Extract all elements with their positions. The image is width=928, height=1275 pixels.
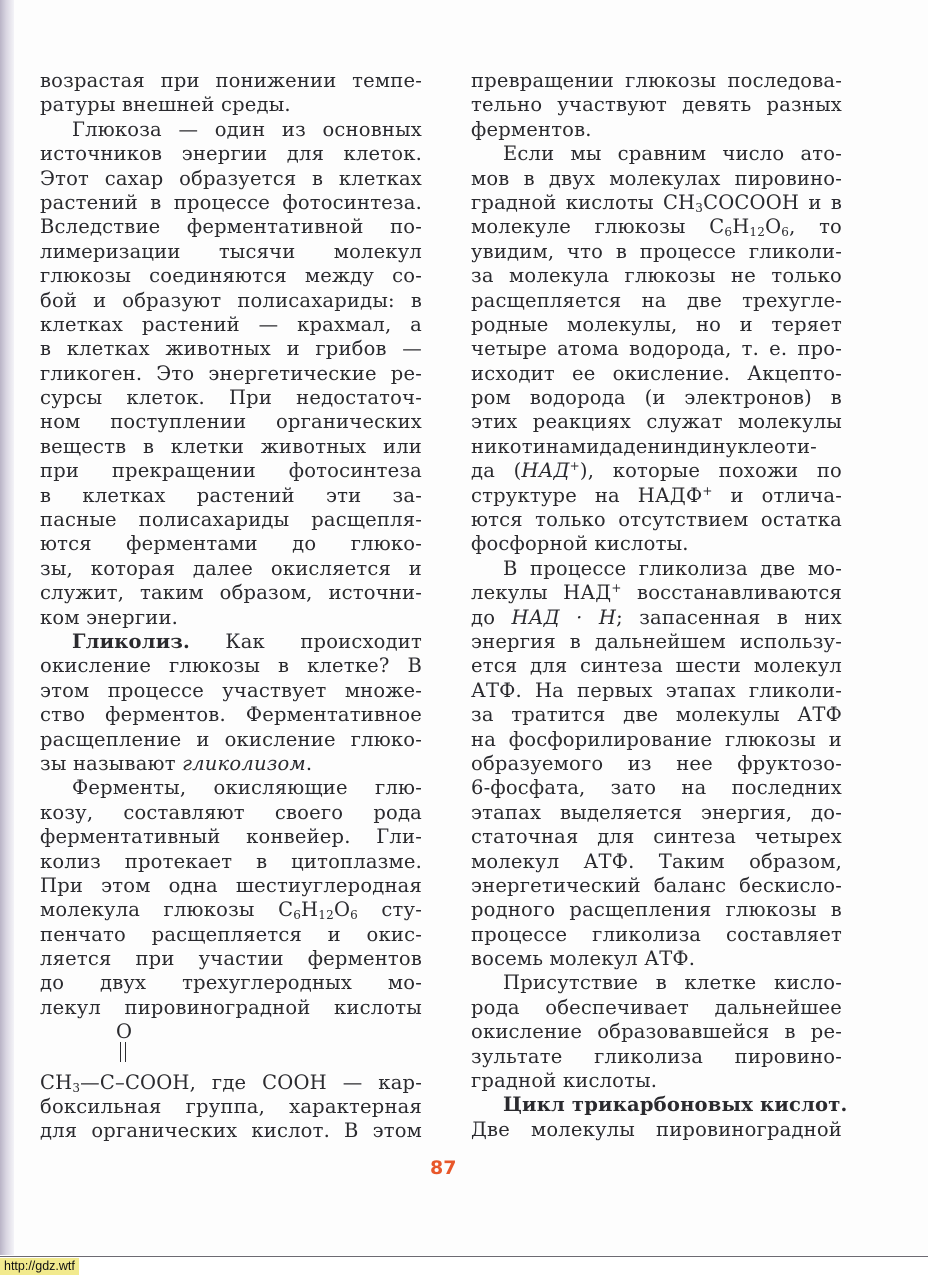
- text-line: при прекращении фотосинтеза: [40, 459, 422, 483]
- text-fragment: структуре на: [471, 483, 620, 507]
- text-line: энергетический баланс бескисло-: [471, 873, 842, 897]
- formula-glucose: [278, 898, 358, 921]
- formula-atom: O: [765, 215, 782, 239]
- formula-atom: H: [732, 215, 750, 239]
- text-fragment: молекуле глюкозы: [471, 215, 686, 239]
- term-nadh: НАД · H: [511, 605, 617, 629]
- text-line: ном поступлении органических: [40, 410, 422, 434]
- text-line: статочная для синтеза четырех: [471, 825, 842, 849]
- page-number: 87: [430, 1157, 457, 1179]
- text-line: зультате гликолиза пировино-: [471, 1044, 842, 1068]
- text-line: фосфорной кислоты.: [471, 532, 689, 556]
- text-line: за молекула глюкозы не только: [471, 264, 842, 288]
- text-line: АТФ. На первых этапах гликоли-: [471, 678, 842, 702]
- text-line: служит, таким образом, источни-: [40, 581, 422, 605]
- text-line: Ферменты, окисляющие глю-: [72, 776, 422, 800]
- text-fragment: сту-: [381, 898, 422, 922]
- text-line: мов в двух молекулах пировино-: [471, 166, 842, 190]
- text-line: для органических кислот. В этом: [40, 1119, 422, 1143]
- text-line: рода обеспечивает дальнейшее: [471, 995, 842, 1019]
- text-line: за тратится две молекулы АТФ: [471, 703, 842, 727]
- text-line: ратуры внешней среды.: [40, 93, 291, 117]
- formula-atom: O: [333, 898, 351, 922]
- text-line: 6-фосфата, зато на последних: [471, 776, 842, 800]
- text-line: родные молекулы, но и теряет: [471, 312, 842, 336]
- text-fragment: ), которые похожи по: [579, 459, 842, 483]
- formula-subscript: 3: [695, 200, 704, 215]
- paragraph-nad-reduction: [471, 557, 842, 972]
- term-glycolysis: гликолизом: [182, 751, 306, 775]
- text-line: возрастая при понижении темпе-: [40, 69, 422, 92]
- left-column: [40, 69, 422, 1144]
- text-line: глюкозы соединяются между со-: [40, 264, 422, 288]
- text-line: В процессе гликолиза две мо-: [503, 556, 842, 580]
- formula-superscript: +: [569, 459, 580, 474]
- text-fragment: молекула глюкозы: [40, 898, 255, 922]
- text-fragment: зы называют: [40, 751, 176, 775]
- text-line: [40, 752, 422, 776]
- text-fragment: —C–COOH, где COOH — кар-: [80, 1070, 422, 1094]
- formula-atom: H: [301, 898, 319, 922]
- text-line: ферментативный конвейер. Гли-: [40, 825, 422, 849]
- text-line: ется для синтеза шести молекул: [471, 654, 842, 678]
- text-line: градной кислоты.: [471, 1069, 658, 1093]
- divider: [0, 1256, 928, 1257]
- section-heading-glycolysis: Гликолиз.: [72, 629, 191, 653]
- paragraph-continuation: [471, 69, 842, 142]
- text-line: в клетках растений эти за-: [40, 483, 422, 507]
- text-line: образуемого из нее фруктозо-: [471, 751, 842, 775]
- formula-subscript: 12: [318, 908, 334, 923]
- text-line: колиз протекает в цитоплазме.: [40, 849, 422, 873]
- text-line: ром водорода (и электронов) в: [471, 386, 842, 410]
- text-line: веществ в клетки животных или: [40, 434, 422, 458]
- term-nad: НАД: [521, 459, 570, 483]
- text-fragment: лекулы: [471, 581, 548, 605]
- text-fragment: .: [305, 751, 313, 775]
- text-line: бой и образуют полисахариды: в: [40, 288, 422, 312]
- formula-atom: C: [709, 215, 725, 239]
- text-fragment: и отлича-: [730, 483, 843, 507]
- formula-subscript: 6: [293, 908, 302, 923]
- term-nadf: [638, 484, 713, 507]
- text-line: [471, 459, 842, 483]
- formula-atom: CH: [662, 190, 696, 214]
- text-line: ляется при участии ферментов: [40, 947, 422, 971]
- text-line: расщепляется на две трехугле-: [471, 288, 842, 312]
- formula-subscript: 6: [350, 908, 358, 923]
- formula-atom: CH: [40, 1070, 73, 1094]
- text-line: гликоген. Это энергетические ре-: [40, 361, 422, 385]
- text-line: превращении глюкозы последова-: [471, 69, 842, 92]
- text-line: ферментов.: [471, 117, 592, 141]
- text-line: ком энергии.: [40, 605, 179, 629]
- text-line: восемь молекул АТФ.: [471, 947, 696, 971]
- text-line: четыре атома водорода, т. е. про-: [471, 337, 842, 361]
- text-line: этапах выделяется энергия, до-: [471, 800, 842, 824]
- double-bond-icon: [120, 1042, 126, 1062]
- text-line: Две молекулы пировиноградной: [471, 1117, 842, 1141]
- paragraph-atom-comparison: [471, 142, 842, 557]
- text-line: родного расщепления глюкозы в: [471, 898, 842, 922]
- text-line: Вследствие ферментативной по-: [40, 215, 422, 239]
- text-fragment: восстанавливаются: [637, 581, 842, 605]
- text-fragment: COCOOH и в: [703, 190, 842, 214]
- formula-subscript: 3: [72, 1080, 81, 1095]
- text-line: козу, составляют своего рода: [40, 800, 422, 824]
- text-line: зы, которая далее окисляется и: [40, 556, 422, 580]
- text-fragment: до: [471, 605, 496, 629]
- text-line: расщепление и окисление глюко-: [40, 727, 422, 751]
- text-line: сурсы клеток. При недостаточ-: [40, 386, 422, 410]
- text-line: до двух трехуглеродных мо-: [40, 971, 422, 995]
- text-line: источников энергии для клеток.: [40, 142, 422, 166]
- text-line: Глюкоза — один из основных: [72, 117, 422, 141]
- text-line: окисление глюкозы в клетке? В: [40, 654, 422, 678]
- text-line: растений в процессе фотосинтеза.: [40, 190, 422, 214]
- text-line: [40, 1071, 422, 1095]
- text-line: ются ферментами до глюко-: [40, 532, 422, 556]
- text-line: [40, 630, 422, 654]
- text-line: [40, 898, 422, 922]
- text-line: исходит ее окисление. Акцепто-: [471, 361, 842, 385]
- formula-subscript: 6: [724, 225, 733, 240]
- text-line: тельно участвуют девять разных: [471, 93, 842, 117]
- text-line: окисление образовавшейся в ре-: [471, 1020, 842, 1044]
- text-line: ство ферментов. Ферментативное: [40, 703, 422, 727]
- text-fragment: , то: [789, 215, 842, 239]
- text-line: этих реакциях служат молекулы: [471, 410, 842, 434]
- text-line: этом процессе участвует множе-: [40, 678, 422, 702]
- text-line: молекул АТФ. Таким образом,: [471, 849, 842, 873]
- text-line: в клетках животных и грибов —: [40, 337, 422, 361]
- text-line: [471, 215, 842, 239]
- text-line: процессе гликолиза составляет: [471, 922, 842, 946]
- paragraph-continuation: [40, 69, 422, 118]
- formula-oxygen-atom: O: [116, 1020, 132, 1044]
- text-line: [471, 581, 842, 605]
- text-fragment: ; запасенная в них: [616, 605, 842, 629]
- text-fragment: градной кислоты: [471, 190, 654, 214]
- text-line: пенчато расщепляется и окис-: [40, 922, 422, 946]
- structural-formula-pyruvic-acid: [40, 1020, 422, 1044]
- paragraph-oxygen: [471, 971, 842, 1093]
- formula-subscript: 6: [781, 225, 790, 240]
- paragraph-glucose: [40, 118, 422, 630]
- text-line: никотинамидадениндинуклеоти-: [471, 434, 817, 458]
- formula-superscript: +: [611, 581, 622, 596]
- paragraph-krebs-cycle: [471, 1093, 848, 1142]
- formula-pyruvic-acid: [663, 191, 842, 214]
- text-line: на фосфорилирование глюкозы и: [471, 727, 842, 751]
- text-line: Если мы сравним число ато-: [503, 142, 842, 166]
- right-column: [471, 69, 848, 1142]
- text-line: [471, 484, 842, 508]
- text-line: [471, 191, 842, 215]
- text-line: При этом одна шестиуглеродная: [40, 873, 422, 897]
- term-nad: [563, 581, 622, 604]
- watermark-url[interactable]: http://gdz.wtf: [0, 1258, 79, 1275]
- text-fragment: да (: [471, 459, 522, 483]
- text-line: клетках растений — крахмал, а: [40, 312, 422, 336]
- text-line: Этот сахар образуется в клетках: [40, 166, 422, 190]
- formula-subscript: 12: [749, 225, 766, 240]
- text-line: энергия в дальнейшем использу-: [471, 629, 842, 653]
- formula-atom: НАДФ: [637, 483, 703, 507]
- paragraph-glycolysis: [40, 630, 422, 776]
- formula-glucose: [709, 215, 842, 238]
- text-line: боксильная группа, характерная: [40, 1095, 422, 1119]
- text-line: увидим, что в процессе гликоли-: [471, 239, 842, 263]
- formula-atom: C: [278, 898, 294, 922]
- text-line: [471, 606, 842, 630]
- formula-superscript: +: [702, 483, 713, 498]
- text-line: ются только отсутствием остатка: [471, 508, 842, 532]
- text-line: пасные полисахариды расщепля-: [40, 508, 422, 532]
- text-line: лекул пировиноградной кислоты: [40, 995, 422, 1019]
- text-line: Присутствие в клетке кисло-: [503, 971, 842, 995]
- section-heading-krebs-cycle: Цикл трикарбоновых кислот.: [503, 1093, 848, 1117]
- book-spine-shadow: [0, 0, 14, 1255]
- formula-atom: НАД: [563, 581, 612, 605]
- text-line: лимеризации тысячи молекул: [40, 239, 422, 263]
- paragraph-enzymes: [40, 776, 422, 1143]
- text-fragment: Как происходит: [225, 629, 422, 653]
